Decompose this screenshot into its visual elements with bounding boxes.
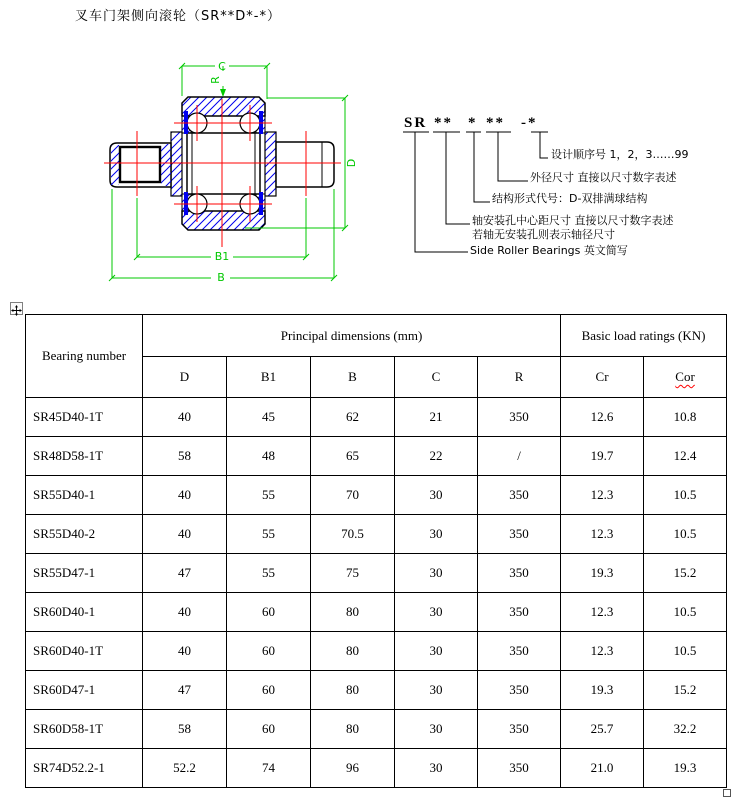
cell-cr: 21.0: [561, 749, 644, 788]
cell-r: /: [478, 437, 561, 476]
cell-d: 58: [143, 710, 227, 749]
table-row: [26, 437, 727, 476]
bearing-table: [25, 314, 727, 788]
col-header-cr: Cr: [561, 357, 644, 398]
col-group-principal-dimensions: Principal dimensions (mm): [143, 315, 561, 357]
anno-sequence-number: 设计顺序号 1，2，3……99: [551, 148, 689, 161]
cell-cr: 12.3: [561, 593, 644, 632]
cell-r: 350: [478, 554, 561, 593]
col-header-cor: [644, 357, 727, 398]
cell-b: 80: [311, 710, 395, 749]
col-header-bearing-number: Bearing number: [26, 315, 143, 398]
cell-b1: 55: [227, 554, 311, 593]
cell-cor: 10.8: [644, 398, 727, 437]
bearing-number-cell: SR55D40-1: [26, 476, 143, 515]
dim-label-d: D: [345, 158, 358, 168]
cell-b1: 60: [227, 671, 311, 710]
cell-cor: 10.5: [644, 632, 727, 671]
cell-b1: 55: [227, 476, 311, 515]
dim-label-r: R: [209, 76, 222, 84]
table-row: [26, 476, 727, 515]
cell-b1: 60: [227, 593, 311, 632]
anno-structure-code: 结构形式代号：D-双排满球结构: [492, 192, 648, 205]
cell-d: 40: [143, 593, 227, 632]
col-group-basic-load-ratings: Basic load ratings (KN): [561, 315, 727, 357]
misspelled-word: Cor: [675, 369, 695, 384]
cell-b: 96: [311, 749, 395, 788]
table-row: [26, 632, 727, 671]
cell-cr: 12.6: [561, 398, 644, 437]
bearing-number-cell: SR55D47-1: [26, 554, 143, 593]
anno-outer-diameter: 外径尺寸 直接以尺寸数字表述: [530, 171, 677, 184]
cell-d: 47: [143, 671, 227, 710]
cell-b1: 45: [227, 398, 311, 437]
cell-cor: 32.2: [644, 710, 727, 749]
page-title: 叉车门架侧向滚轮（SR**D*-*）: [75, 9, 281, 24]
cell-cr: 19.3: [561, 671, 644, 710]
cell-cor: 19.3: [644, 749, 727, 788]
cell-c: 30: [395, 515, 478, 554]
cell-d: 58: [143, 437, 227, 476]
table-row: [26, 671, 727, 710]
cell-r: 350: [478, 593, 561, 632]
col-header-b1: B1: [227, 357, 311, 398]
cell-b1: 74: [227, 749, 311, 788]
cell-cor: 10.5: [644, 515, 727, 554]
cell-b1: 55: [227, 515, 311, 554]
part-code-seg-od: **: [486, 115, 505, 131]
bearing-number-cell: SR60D40-1: [26, 593, 143, 632]
cell-r: 350: [478, 398, 561, 437]
technical-drawing: [95, 45, 370, 297]
table-row: [26, 515, 727, 554]
cell-b: 70: [311, 476, 395, 515]
cell-cr: 19.3: [561, 554, 644, 593]
cell-c: 30: [395, 671, 478, 710]
part-code-seg-type: *: [468, 115, 478, 131]
cell-d: 47: [143, 554, 227, 593]
cell-c: 30: [395, 710, 478, 749]
table-row: [26, 710, 727, 749]
cell-cor: 10.5: [644, 476, 727, 515]
part-code-seg-seq: -*: [521, 115, 538, 131]
table-row: [26, 398, 727, 437]
col-header-c: C: [395, 357, 478, 398]
dim-label-b1: B1: [214, 250, 230, 263]
cell-r: 350: [478, 749, 561, 788]
cell-b: 75: [311, 554, 395, 593]
cell-c: 30: [395, 593, 478, 632]
cell-b: 80: [311, 632, 395, 671]
cell-b1: 60: [227, 632, 311, 671]
anno-hole-distance-2: 若轴无安装孔则表示轴径尺寸: [472, 228, 615, 241]
part-code-seg-prefix: SR: [404, 115, 428, 131]
cell-b1: 60: [227, 710, 311, 749]
bearing-number-cell: SR74D52.2-1: [26, 749, 143, 788]
bearing-number-cell: SR48D58-1T: [26, 437, 143, 476]
dim-label-c: C: [218, 60, 226, 73]
cell-d: 52.2: [143, 749, 227, 788]
part-code-seg-holes: **: [434, 115, 453, 131]
cell-d: 40: [143, 476, 227, 515]
anno-hole-distance: 轴安装孔中心距尺寸 直接以尺寸数字表述: [472, 214, 674, 227]
cell-d: 40: [143, 515, 227, 554]
table-row: [26, 749, 727, 788]
col-header-b: B: [311, 357, 395, 398]
cell-cr: 19.7: [561, 437, 644, 476]
table-row: [26, 593, 727, 632]
cell-cor: 15.2: [644, 671, 727, 710]
col-header-r: R: [478, 357, 561, 398]
cell-c: 22: [395, 437, 478, 476]
bearing-number-cell: SR60D58-1T: [26, 710, 143, 749]
table-row: [26, 554, 727, 593]
cell-cr: 12.3: [561, 476, 644, 515]
shaft-socket: [120, 147, 160, 182]
cell-c: 21: [395, 398, 478, 437]
right-shaft: [276, 142, 334, 187]
col-header-d: D: [143, 357, 227, 398]
table-resize-handle[interactable]: [723, 789, 731, 797]
cell-b1: 48: [227, 437, 311, 476]
bearing-number-cell: SR45D40-1T: [26, 398, 143, 437]
cell-r: 350: [478, 515, 561, 554]
bearing-number-cell: SR60D47-1: [26, 671, 143, 710]
cell-d: 40: [143, 632, 227, 671]
cell-c: 30: [395, 476, 478, 515]
cell-cor: 15.2: [644, 554, 727, 593]
cell-cr: 12.3: [561, 515, 644, 554]
cell-cr: 12.3: [561, 632, 644, 671]
cell-c: 30: [395, 554, 478, 593]
cell-b: 65: [311, 437, 395, 476]
bearing-number-cell: SR55D40-2: [26, 515, 143, 554]
cell-b: 62: [311, 398, 395, 437]
cell-d: 40: [143, 398, 227, 437]
cell-cor: 12.4: [644, 437, 727, 476]
left-shaft: [110, 143, 171, 187]
cell-cr: 25.7: [561, 710, 644, 749]
bearing-number-cell: SR60D40-1T: [26, 632, 143, 671]
cell-c: 30: [395, 749, 478, 788]
r-arrowhead: [220, 89, 226, 97]
table-move-handle[interactable]: [10, 302, 23, 315]
cell-r: 350: [478, 710, 561, 749]
cell-cor: 10.5: [644, 593, 727, 632]
cell-b: 70.5: [311, 515, 395, 554]
cell-r: 350: [478, 476, 561, 515]
dim-label-b: B: [217, 271, 225, 284]
cell-r: 350: [478, 671, 561, 710]
cell-b: 80: [311, 593, 395, 632]
cell-r: 350: [478, 632, 561, 671]
cell-b: 80: [311, 671, 395, 710]
anno-english-abbr: Side Roller Bearings 英文简写: [470, 244, 628, 257]
move-arrows-icon: [11, 305, 22, 316]
cell-c: 30: [395, 632, 478, 671]
